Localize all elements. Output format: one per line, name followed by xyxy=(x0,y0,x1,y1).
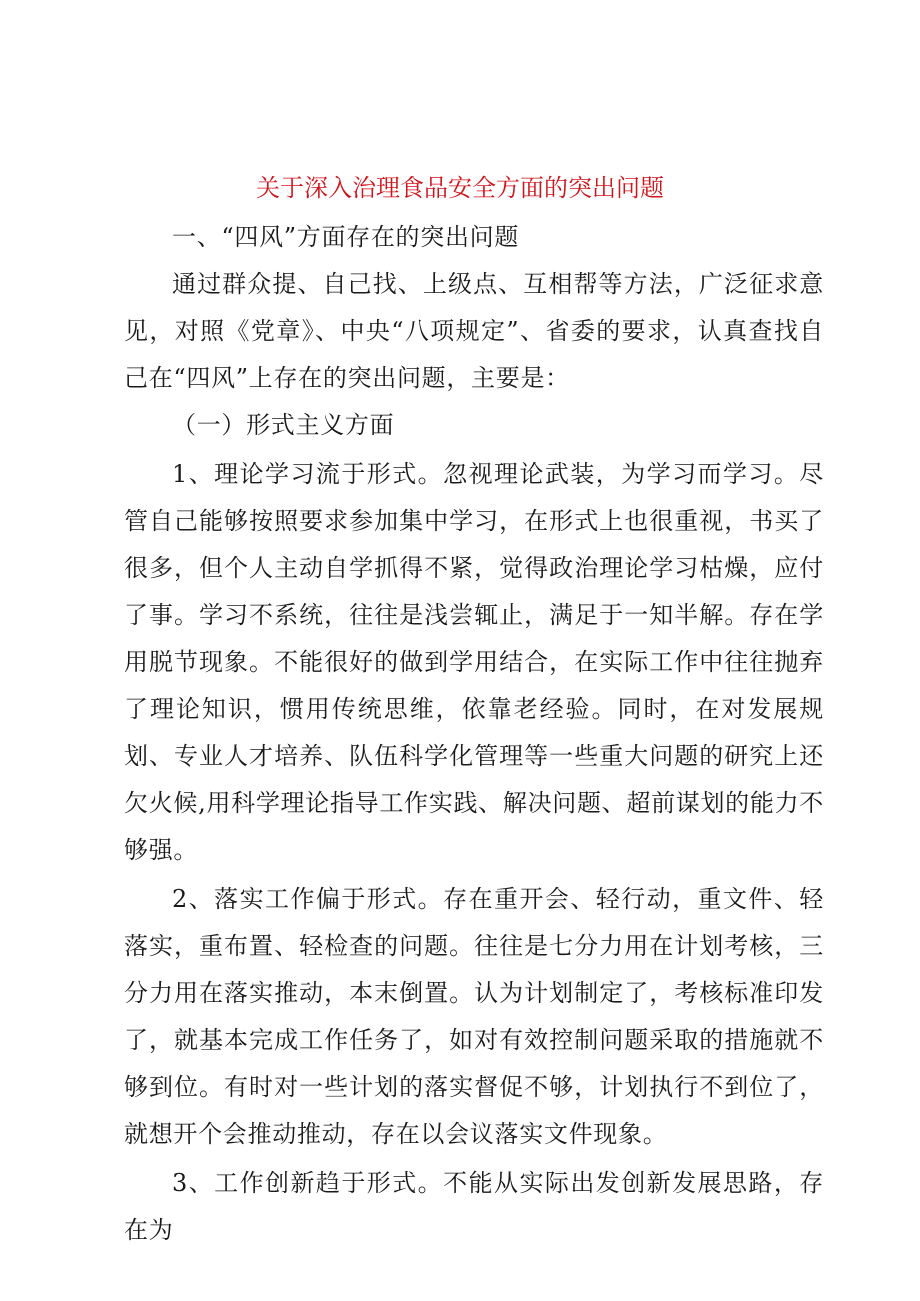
paragraph-item-2: 2、落实工作偏于形式。存在重开会、轻行动，重文件、轻落实，重布置、轻检查的问题。往往是七分力用在计划考核，三分力用在落实推动，本末倒置。认为计划制定了，考核标准印发了，就基本完成工作任务了，如对有效控制问题采取的措施就不够到位。有时对一些计划的落实督促不够，计划执行不到位了，就想开个会推动推动，存在以会议落实文件现象。 xyxy=(124,885,824,1148)
subsection-heading-formalism: （一）形式主义方面 xyxy=(172,411,395,439)
paragraph-item-3: 3、工作创新趋于形式。不能从实际出发创新发展思路，存在为 xyxy=(124,1169,824,1244)
document-body xyxy=(124,214,824,1254)
document-title: 关于深入治理食品安全方面的突出问题 xyxy=(256,174,664,202)
section-heading-four-winds: 一、“四风”方面存在的突出问题 xyxy=(172,223,520,251)
paragraph-intro: 通过群众提、自己找、上级点、互相帮等方法，广泛征求意见，对照《党章》、中央“八项规定”、省委的要求，认真查找自己在“四风”上存在的突出问题，主要是： xyxy=(124,270,824,392)
paragraph-item-1: 1、理论学习流于形式。忽视理论武装，为学习而学习。尽管自己能够按照要求参加集中学习，在形式上也很重视，书买了很多，但个人主动自学抓得不紧，觉得政治理论学习枯燥，应付了事。学习不系统，往往是浅尝辄止，满足于一知半解。存在学用脱节现象。不能很好的做到学用结合，在实际工作中往往抛弃了理论知识，惯用传统思维，依靠老经验。同时，在对发展规划、专业人才培养、队伍科学化管理等一些重大问题的研究上还欠火候,用科学理论指导工作实践、解决问题、超前谋划的能力不够强。 xyxy=(124,460,824,864)
